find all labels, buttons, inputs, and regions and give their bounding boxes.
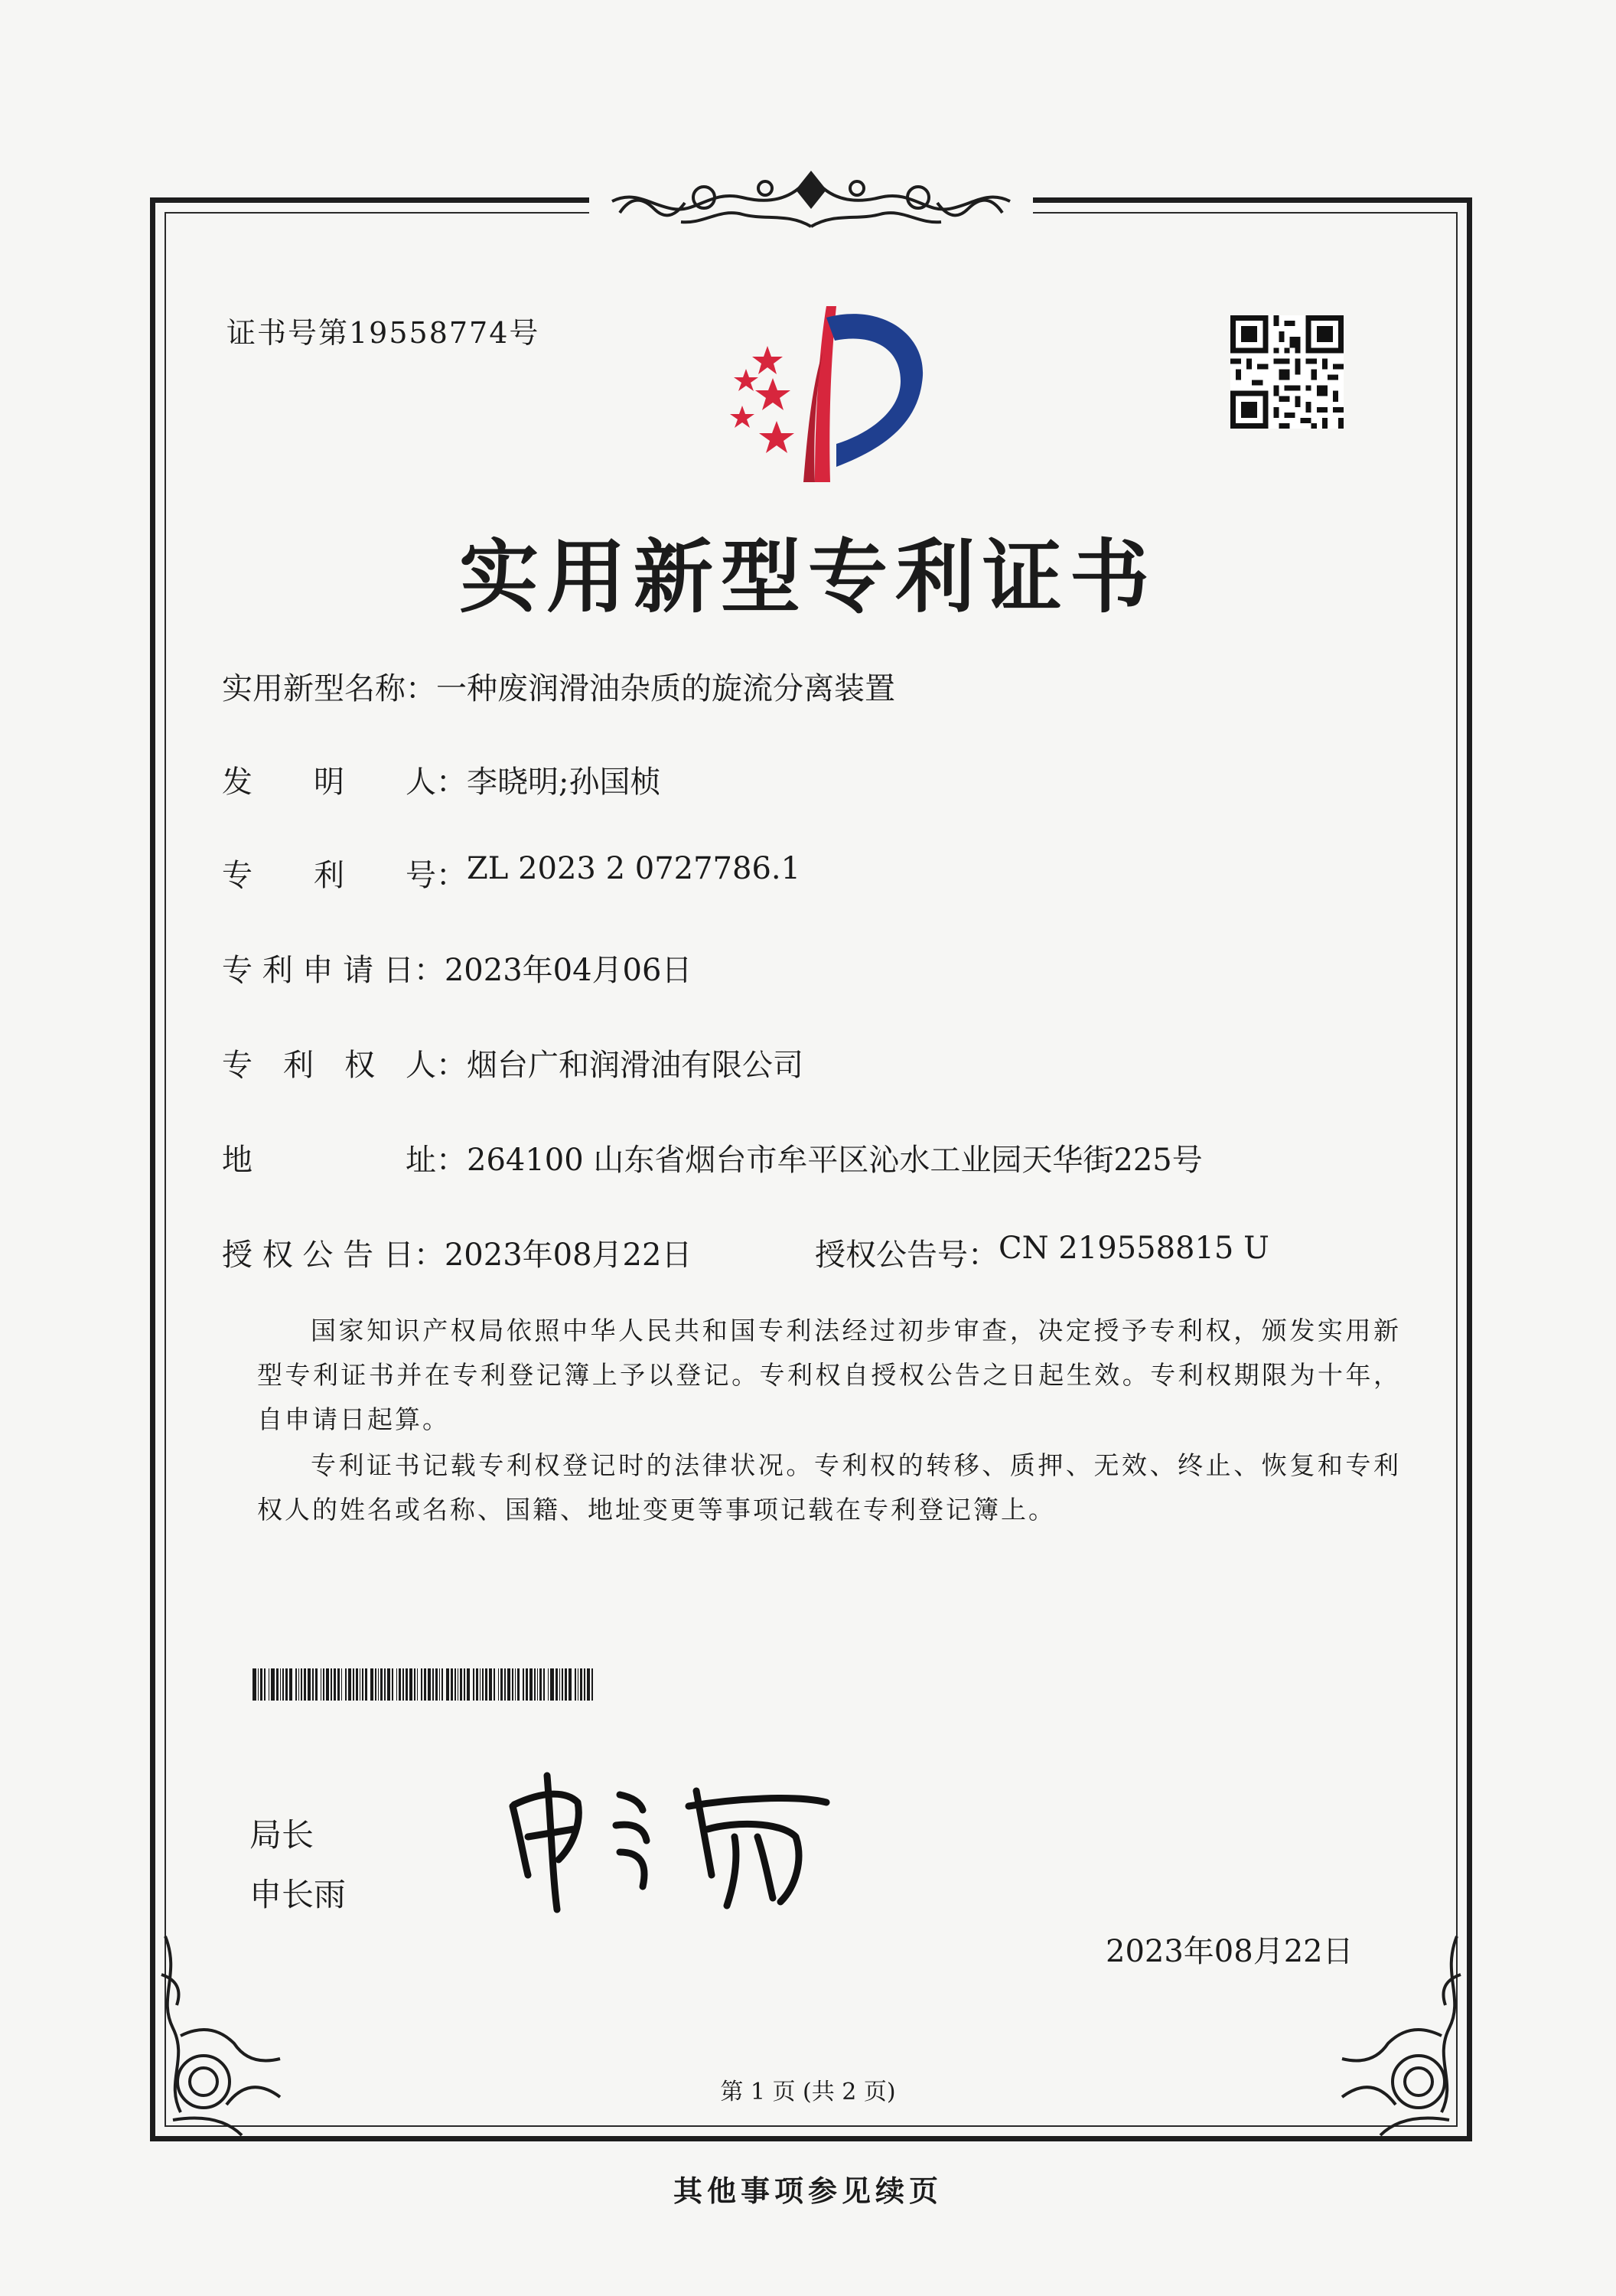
field-address xyxy=(222,1136,1203,1179)
certificate-number: 证书号第19558774号 xyxy=(226,316,540,350)
field-label: 专 利 权 人： xyxy=(222,1048,467,1083)
barcode-icon xyxy=(252,1668,654,1701)
barcode-bar xyxy=(480,1668,481,1701)
barcode-bar xyxy=(323,1668,324,1701)
field-value: 一种废润滑油杂质的旋流分离装置 xyxy=(436,671,895,706)
barcode-bar xyxy=(526,1668,528,1701)
barcode-bar xyxy=(569,1668,572,1701)
barcode-bar xyxy=(399,1668,401,1701)
barcode-bar xyxy=(331,1668,332,1701)
field-value: ZL 2023 2 0727786.1 xyxy=(467,851,801,886)
field-grant-date xyxy=(222,1231,692,1274)
barcode-bar xyxy=(512,1668,513,1701)
barcode-bar xyxy=(406,1668,408,1701)
barcode-bar xyxy=(500,1668,503,1701)
barcode-bar xyxy=(559,1668,561,1701)
barcode-bar xyxy=(348,1668,352,1701)
barcode-bar xyxy=(421,1668,422,1701)
field-label: 地 址： xyxy=(222,1143,467,1178)
barcode-bar xyxy=(321,1668,322,1701)
cnipa-logo-icon xyxy=(700,306,930,482)
barcode-bar xyxy=(498,1668,500,1701)
barcode-bar xyxy=(485,1668,487,1701)
handwritten-signature xyxy=(505,1760,842,1913)
barcode-bar xyxy=(482,1668,484,1701)
barcode-bar xyxy=(258,1668,259,1701)
field-label: 发 明 人： xyxy=(222,765,467,800)
barcode-bar xyxy=(384,1668,386,1701)
barcode-bar xyxy=(308,1668,311,1701)
barcode-bar xyxy=(489,1668,493,1701)
barcode-bar xyxy=(548,1668,549,1701)
ornament-corner-left-icon xyxy=(150,1929,311,2143)
barcode-bar xyxy=(370,1668,374,1701)
barcode-bar xyxy=(565,1668,567,1701)
barcode-bar xyxy=(515,1668,516,1701)
barcode-bar xyxy=(252,1668,256,1701)
qr-code-icon xyxy=(1230,315,1344,429)
barcode-bar xyxy=(264,1668,266,1701)
field-value: 2023年04月06日 xyxy=(444,953,692,988)
barcode-bar xyxy=(534,1668,536,1701)
barcode-bar xyxy=(446,1668,450,1701)
barcode-bar xyxy=(494,1668,495,1701)
page-indicator: 第 1 页 (共 2 页) xyxy=(720,2079,896,2105)
field-patent-number xyxy=(222,851,800,895)
barcode-bar xyxy=(337,1668,340,1701)
barcode-bar xyxy=(414,1668,415,1701)
certificate-title: 实用新型专利证书 xyxy=(458,530,1157,624)
field-inventor xyxy=(222,758,660,801)
barcode-bar xyxy=(543,1668,545,1701)
barcode-bar xyxy=(591,1668,593,1701)
field-value: CN 219558815 U xyxy=(999,1231,1269,1266)
field-grant-number xyxy=(815,1231,1269,1274)
barcode-bar xyxy=(451,1668,453,1701)
barcode-bar xyxy=(439,1668,441,1701)
barcode-bar xyxy=(295,1668,297,1701)
barcode-bar xyxy=(550,1668,554,1701)
barcode-bar xyxy=(587,1668,591,1701)
barcode-bar xyxy=(365,1668,367,1701)
barcode-bar xyxy=(556,1668,558,1701)
barcode-bar xyxy=(315,1668,318,1701)
barcode-bar xyxy=(387,1668,391,1701)
barcode-bar xyxy=(298,1668,300,1701)
barcode-bar xyxy=(341,1668,343,1701)
barcode-bar xyxy=(432,1668,434,1701)
field-value: 李晓明;孙国桢 xyxy=(467,765,661,800)
barcode-bar xyxy=(464,1668,465,1701)
legal-paragraph-2: 专利证书记载专利权登记时的法律状况。专利权的转移、质押、无效、终止、恢复和专利权人的姓名或名称、国籍、地址变更等事项记载在专利登记簿上。 xyxy=(257,1450,1401,1525)
barcode-bar xyxy=(476,1668,478,1701)
barcode-bar xyxy=(289,1668,293,1701)
barcode-bar xyxy=(282,1668,284,1701)
barcode-bar xyxy=(539,1668,542,1701)
barcode-bar xyxy=(396,1668,398,1701)
barcode-bar xyxy=(301,1668,302,1701)
director-title: 局长 xyxy=(249,1816,314,1854)
field-filing-date xyxy=(222,946,692,990)
barcode-bar xyxy=(276,1668,279,1701)
barcode-bar xyxy=(435,1668,438,1701)
barcode-bar xyxy=(454,1668,456,1701)
barcode-bar xyxy=(517,1668,520,1701)
barcode-bar xyxy=(584,1668,585,1701)
continued-note: 其他事项参见续页 xyxy=(673,2174,943,2208)
barcode-bar xyxy=(504,1668,506,1701)
field-label: 专 利 申 请 日： xyxy=(222,953,445,988)
barcode-bar xyxy=(409,1668,413,1701)
barcode-bar xyxy=(458,1668,459,1701)
barcode-bar xyxy=(285,1668,288,1701)
barcode-bar xyxy=(529,1668,533,1701)
barcode-bar xyxy=(580,1668,582,1701)
barcode-bar xyxy=(562,1668,563,1701)
barcode-bar xyxy=(326,1668,330,1701)
barcode-bar xyxy=(378,1668,380,1701)
director-name: 申长雨 xyxy=(249,1876,347,1913)
barcode-bar xyxy=(428,1668,432,1701)
field-patentee xyxy=(222,1041,803,1084)
legal-paragraph-1: 国家知识产权局依照中华人民共和国专利法经过初步审查，决定授予专利权，颁发实用新型专利证书并在专利登记簿上予以登记。专利权自授权公告之日起生效。专利权期限为十年，自申请日起算。 xyxy=(257,1316,1401,1434)
barcode-bar xyxy=(392,1668,393,1701)
barcode-bar xyxy=(269,1668,270,1701)
barcode-bar xyxy=(353,1668,354,1701)
field-label: 实用新型名称： xyxy=(222,671,436,706)
barcode-bar xyxy=(334,1668,336,1701)
barcode-bar xyxy=(467,1668,471,1701)
field-label: 授权公告号： xyxy=(815,1238,999,1273)
barcode-bar xyxy=(304,1668,306,1701)
field-value: 264100 山东省烟台市牟平区沁水工业园天华街225号 xyxy=(467,1143,1203,1178)
barcode-bar xyxy=(424,1668,426,1701)
field-label: 专 利 号： xyxy=(222,858,467,893)
barcode-bar xyxy=(441,1668,443,1701)
barcode-bar xyxy=(356,1668,358,1701)
barcode-bar xyxy=(280,1668,282,1701)
barcode-bar xyxy=(260,1668,262,1701)
signed-date: 2023年08月22日 xyxy=(1106,1934,1354,1969)
barcode-bar xyxy=(575,1668,576,1701)
barcode-bar xyxy=(507,1668,511,1701)
barcode-bar xyxy=(402,1668,404,1701)
ornament-top-icon xyxy=(589,167,1033,234)
barcode-bar xyxy=(380,1668,383,1701)
field-value: 烟台广和润滑油有限公司 xyxy=(467,1048,803,1083)
barcode-bar xyxy=(473,1668,474,1701)
barcode-bar xyxy=(537,1668,539,1701)
barcode-bar xyxy=(523,1668,524,1701)
field-value: 2023年08月22日 xyxy=(444,1238,692,1273)
barcode-bar xyxy=(271,1668,275,1701)
barcode-bar xyxy=(460,1668,462,1701)
barcode-bar xyxy=(360,1668,361,1701)
barcode-bar xyxy=(375,1668,376,1701)
barcode-bar xyxy=(362,1668,363,1701)
barcode-bar xyxy=(312,1668,314,1701)
field-label: 授 权 公 告 日： xyxy=(222,1238,445,1273)
barcode-bar xyxy=(578,1668,579,1701)
barcode-bar xyxy=(417,1668,419,1701)
field-utility-model-name xyxy=(222,664,895,708)
barcode-bar xyxy=(345,1668,347,1701)
